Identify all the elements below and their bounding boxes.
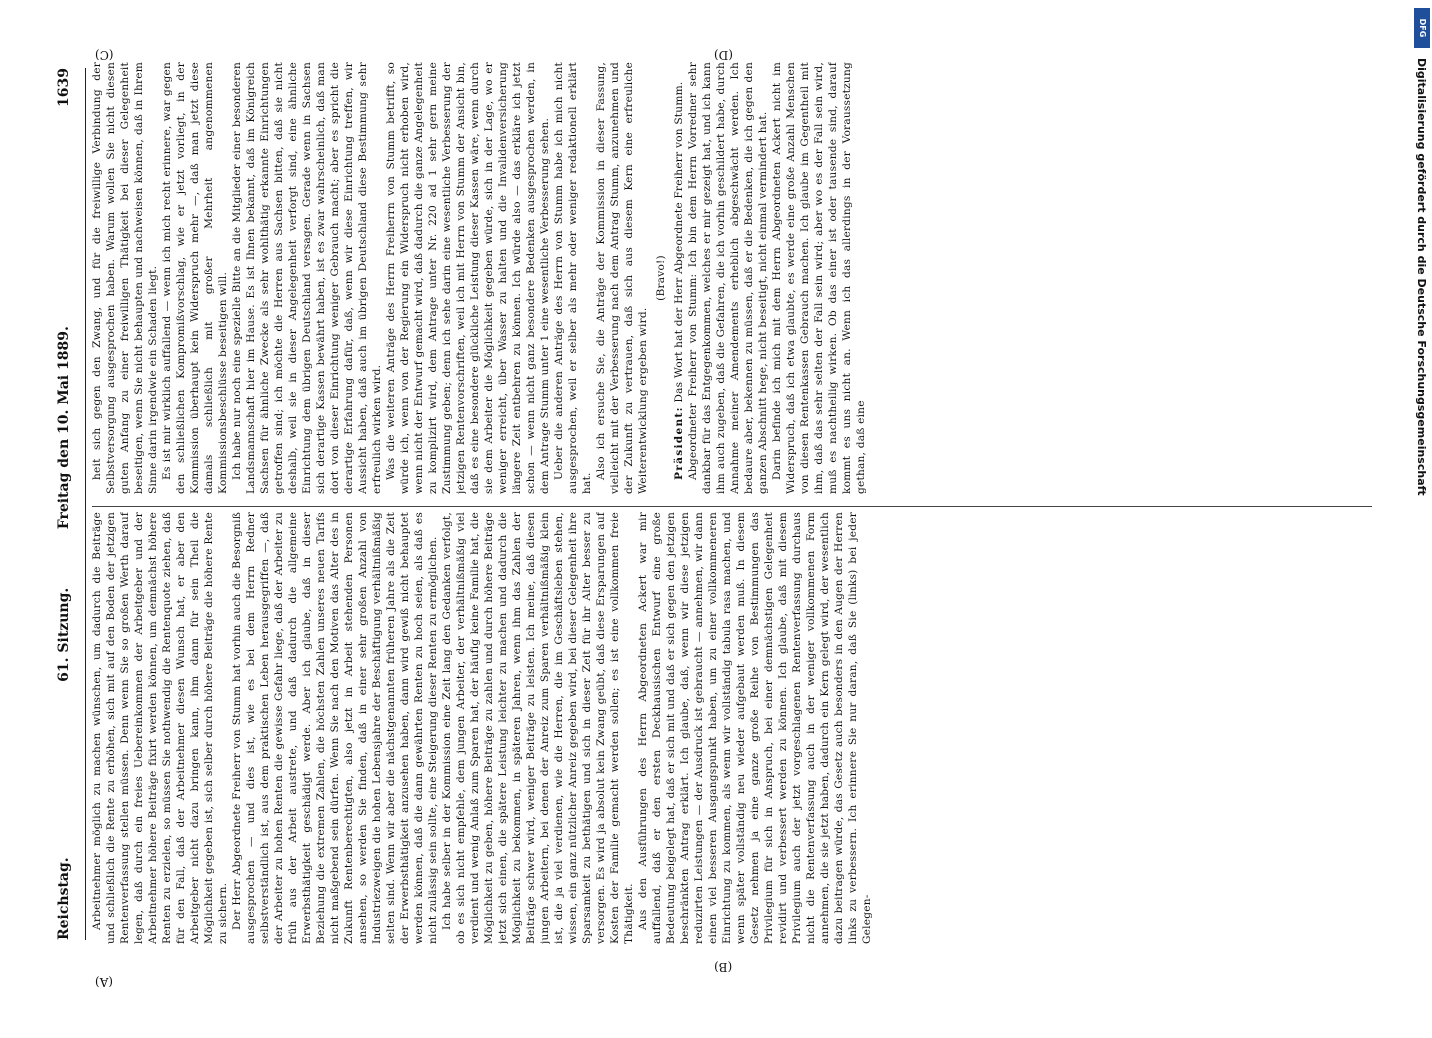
left-paragraph: Aus den Ausführungen des Herrn Abgeordneten Ackert war mir auffallend, daß er den ersten Deckhausischen Entwurf eine große Bedeutung beigelegt hat, daß er sich mit und daß er sich gegen den jetzigen beschränkten Antrag erklärt. Ich glaube, daß, wenn wir diese jetzigen reduzirten Leistungen — der Ausdruck ist gebraucht — annehmen, wir dann einen viel besseren Ausgangspunkt haben, um zu einer vollkommeneren Einrichtung zu kommen, als wenn wir vollständig tabula rasa machen, und wenn später vollständig neu wieder aufgebaut werden muß. In diesem Gesetz nehmen ja eine ganze große Reihe von Bestimmungen das Privilegium für sich in Anspruch, bei einer demnächstigen Gelegenheit revidirt und verbessert werden zu können. Ich glaube, daß mit diesem Privilegium auch der jetzt vorgeschlagenen Rentenverfassung durchaus nicht die Rentenverfassung auch in der weniger vollkommenen Form annehmen, die sie jetzt haben, dadurch ein Kern gelegt wird, der wesentlich dazu beitragen würde, das Gesetz auch besonders in den Augen der Herren links zu verbessern. Ich erinnere Sie nur daran, daß Sie (links) bei jeder Gelegen- — [637, 512, 873, 944]
header-session — [56, 68, 72, 940]
left-paragraph: Arbeitnehmer möglich zu machen wünschen, um dadurch die Beiträge und schließlich die Rente zu erhöhen, sich mit auf den Boden der jetzigen Rentenverfassung stellen müssen. Denn wenn Sie so großen Werth darauf legen, daß durch ein freies Uebereinkommen der Arbeitgeber und der Arbeitnehmer höhere Beiträge fixirt werden können, um demnächst höhere Renten zu erzielen, so müssen Sie nothwendig die Rentenquote ziehen, daß für den Fall, daß der Arbeitnehmer diesen Wunsch hat, er aber den Arbeitgeber nicht dazu bringen kann, ihm dann für sein Theil die Möglichkeit gegeben ist, sich selber durch höhere Beiträge die höhere Rente zu sichern. — [91, 512, 229, 944]
header-sitzung: 61. Sitzung. — [56, 587, 72, 682]
right-paragraph: Es ist mir wirklich auffallend — wenn ich mich recht erinnere, war gegen den schließlichen Kompromißvorschlag, wie er jetzt vorliegt, in der Kommission überhaupt kein Widerspruch mehr —, daß man jetzt diese damals schließlich mit großer Mehrheit angenommenen Kommissionsbeschlüsse beseitigen will. — [161, 62, 229, 494]
margin-letter-c: (C) — [95, 48, 114, 62]
stumm-opening: Abgeordneter Freiherr von Stumm: — [687, 273, 699, 480]
stumm-statement — [686, 62, 770, 494]
header-rule — [85, 68, 86, 940]
president-label: Präsident: — [673, 406, 685, 480]
president-statement — [672, 62, 686, 494]
page-content — [32, 0, 1432, 1000]
header-reichstag: Reichstag. — [56, 857, 72, 940]
page-number: 1639 — [56, 68, 72, 107]
running-head — [52, 68, 80, 940]
right-paragraph: Ich habe nur noch eine spezielle Bitte an die Mitglieder einer besonderen Landsmannschaft hier im Hause. Es ist Ihnen bekannt, daß im Königreich Sachsen für ähnliche Zwecke als sehr wohlthätig erkannte Einrichtungen getroffen sind; ich möchte die Herren aus Sachsen bitten, daß sie nicht deshalb, weil sie in dieser Angelegenheit verforgt sind, eine ähnliche Einrichtung dem übrigen Deutschland versagen. Gerade wenn in Sachsen sich derartige Kassen bewährt haben, ist es zwar wahrscheinlich, daß man dort von dieser Einrichtung weniger Gebrauch macht; aber es spricht die derartige Erfahrung dafür, daß, wenn wir diese Einrichtung treffen, wir Aussicht haben, daß auch im übrigen Deutschland diese Bestimmung sehr erfreulich wirken wird. — [231, 62, 383, 494]
stumm-text: Ich bin dem Herrn Vorredner sehr dankbar für das Entgegenkommen, welches er mir gezeigt hat, und ich kann ihm auch zugeben, daß die Gefahren, die ich vorhin geschildert habe, durch Annahme meiner Amendements erheblich abgeschwächt werden. Ich bedaure aber, bekennen zu müssen, daß er die Bedenken, die ich gegen den ganzen Abschnitt hege, nicht beseitigt, nicht einmal vermindert hat. — [687, 62, 769, 494]
right-paragraph: heit sich gegen den Zwang, und für die freiwillige Verbindung der Selbstversorgung ausgesprochen haben. Warum wollen Sie nicht diesen guten Anfang zu einer freiwilligen Thätigkeit bei dieser Gelegenheit beseitigen, wenn Sie nicht behaupten und nachweisen können, daß in Ihrem Sinne darin irgendwie ein Schaden liegt. — [91, 62, 159, 494]
header-date: Freitag den 10. Mai 1889. — [56, 326, 72, 530]
margin-letter-b: (B) — [714, 960, 733, 974]
right-paragraph: Was die weiteren Anträge des Herrn Freiherrn von Stumm betrifft, so würde ich, wenn von der Regierung ein Widerspruch nicht erhoben wird, wenn nicht der Entwurf gemacht wird, daß dadurch die ganze Angelegenheit zu komplizirt wird, dem Antrage unter Nr. 220 ad 1 sehr gern meine Zustimmung geben; denn ich sehe darin eine wesentliche Verbesserung der jetzigen Rentenvorschriften, weil ich mit Herrn von Stumm der Ansicht bin, daß es eine besondere glückliche Leistung dieser Kassen wäre, wenn durch sie dem Arbeiter die Möglichkeit gegeben würde, sich in der Lage, wo er weniger erreicht, über Wasser zu halten und die Invalidenversicherung längere Zeit entbehren zu können. Ich würde also — das erkläre ich jetzt schon — wenn nicht ganz besondere Bedenken ausgesprochen werden, in dem Antrage Stumm unter 1 eine wesentliche Verbesserung sehen. — [385, 62, 551, 494]
president-text: Das Wort hat der Herr Abgeordnete Freiherr von Stumm. — [673, 81, 685, 403]
dfg-logo-text: DFG — [1418, 18, 1427, 38]
margin-letter-d: (D) — [714, 48, 733, 62]
credit-text: Digitalisierung gefördert durch die Deutsche Forschungsgemeinschaft — [1415, 58, 1428, 496]
right-paragraph: Ueber die anderen Anträge des Herrn von Stumm habe ich mich nicht ausgesprochen, weil er selber als mehr oder weniger redaktionell erklärt hat. — [553, 62, 593, 494]
stumm-paragraph: Darin befinde ich mich mit dem Herrn Abgeordneten Ackert nicht im Widerspruch, daß ich etwa glaubte, es werde eine große Anzahl Menschen von diesen Rentenkassen Gebrauch machen. Ich glaube im Gegentheil mit ihm, daß das sehr selten der Fall sein wird; aber wo es der Fall sein wird, muß es nachtheilig wirken. Ob das einer ist oder tausende sind, darauf kommt es uns nicht an. Wenn ich das allerdings in der Voraussetzung gethan, daß eine — [771, 62, 867, 494]
applause-note: (Bravo!) — [655, 255, 667, 301]
column-divider — [92, 506, 1372, 507]
left-paragraph: Ich habe selber in der Kommission eine Zeit lang den Gedanken verfolgt, ob es sich nicht empfehle, dem jungen Arbeiter, der verhältnißmäßig viel verdient und wenig Anlaß zum Sparen hat, der häufig keine Familie hat, die Möglichkeit zu geben, höhere Beiträge zu zahlen und durch höhere Beiträge jetzt sich einen, die spätere Leistung leichter zu machen und dadurch die Möglichkeit zu bekommen, in späteren Jahren, wenn ihm das Zahlen der Beiträge schwer wird, weniger Beiträge zu leisten. Ich meine, daß diesen jungen Arbeitern, bei denen der Anreiz zum Sparen verhältnißmäßig klein ist, die ja viel verdienen, wie die Herren, die im Geschäftsleben stehen, wissen, ein ganz nützlicher Anreiz gegeben wird, bei dieser Gelegenheit ihre Sparsamkeit zu bethätigen und sich in dieser Zeit für ihr Alter besser zu versorgen. Es wird ja absolut kein Zwang geübt, daß diese Ersparungen auf Kosten der Familie gemacht werden sollen; es ist eine vollkommen freie Thätigkeit. — [441, 512, 635, 944]
right-paragraph: Also ich ersuche Sie, die Anträge der Kommission in dieser Fassung, vielleicht mit der Verbesserung nach dem Antrag Stumm, anzunehmen und der Zukunft zu vertrauen, daß sich aus diesem Kern eine erfreuliche Weiterentwicklung ergeben wird. — [595, 62, 649, 494]
digitization-credit — [1412, 10, 1430, 990]
margin-letter-a: (A) — [95, 975, 114, 989]
right-column — [90, 62, 1374, 494]
left-column — [90, 512, 1374, 944]
left-paragraph: Der Herr Abgeordnete Freiherr von Stumm hat vorhin auch die Besorgniß ausgesprochen — und dies ist, wie es bei dem Herrn Redner selbstverständlich ist, aus dem praktischen Leben herausgegriffen —, daß der Arbeiter zu hohen Renten die gewisse Gefahr liege, daß der Arbeiter zu früh aus der Arbeit austrete, und daß dadurch die allgemeine Erwerbsthätigkeit geschädigt werde. Aber ich glaube, daß in dieser Beziehung die extremen Zahlen, die höchsten Zahlen unseres neuen Tarifs nicht maßgebend sein dürfen. Wenn Sie nach den Motiven das Alter des in Zukunft Rentenberechtigten, also jetzt in Arbeit stehenden Personen ansehen, so werden Sie finden, daß in einer sehr großen Anzahl von Industriezweigen die hohen Lebensjahre der Beschäftigung verhältnißmäßig selten sind. Wenn wir aber die nächstgenannten früheren Jahre als die Zeit der Erwerbsthätigkeit anzusehen haben, dann wird gewiß nicht behauptet werden können, daß die dann gewährten Renten zu hoch seien, als daß es nicht zulässig sein sollte, eine Steigerung dieser Renten zu ermöglichen. — [231, 512, 439, 944]
